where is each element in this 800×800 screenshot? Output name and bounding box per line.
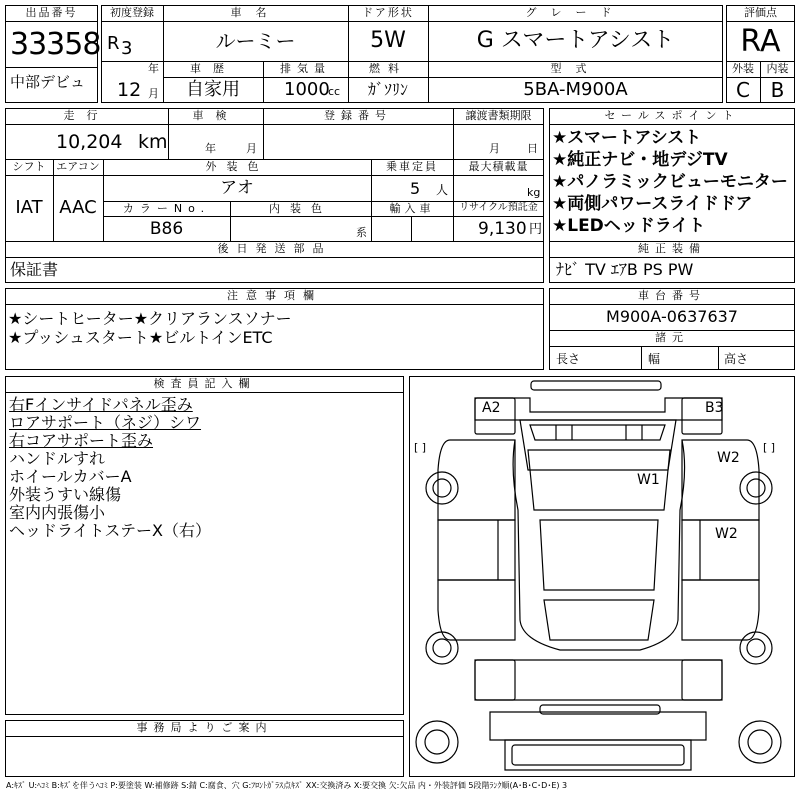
displacement-label: 排気量 [280,62,331,75]
dim-width: 幅 [648,352,661,366]
int-color-label: 内装色 [269,202,332,215]
history-label: 車歴 [190,62,236,75]
shift: IAT [15,197,43,218]
interior-grade: B [770,78,785,102]
inspector-line: 外装うすい線傷 [9,485,122,504]
damage-diagram-frame [409,376,795,777]
displacement: 1000 [284,79,330,100]
fuel-label: 燃料 [369,62,407,75]
inspector-line: ホイールカバーA [9,467,132,486]
dim-length: 長さ [556,352,581,366]
transfer-day-unit: 日 [527,142,538,155]
chassis-number: M900A-0637637 [606,307,738,326]
sales-point: ★スマートアシスト [552,128,702,148]
inspection-month-unit: 月 [246,142,257,155]
era: R [107,33,120,54]
exterior-grade: C [736,78,750,102]
genuine-equipment: ﾅﾋﾞ TV ｴｱB PS PW [556,260,694,279]
mark-w2-top: W2 [717,450,740,466]
inspection-year-unit: 年 [205,142,216,155]
lot-number: 33358 [10,27,101,62]
color-no-label: カラーNo. [122,202,211,215]
mileage-label: 走行 [63,109,110,122]
mileage-unit: km [138,131,168,153]
mark-w2-mid: W2 [715,526,738,542]
car-name-label: 車名 [230,6,281,19]
dim-height: 高さ [724,352,749,366]
notes-label: 注意事項欄 [227,289,322,302]
import-label: 輸入車 [389,202,435,215]
note-line: ★プッシュスタート★ビルトインETC [8,328,273,347]
ext-color: アオ [220,178,254,198]
mark-a2: A2 [482,400,501,416]
grade-label: グレード [525,6,626,19]
model-code: 5BA-M900A [523,79,628,100]
door-label: ドア形状 [362,6,414,19]
max-load-label: 最大積載量 [468,160,529,173]
sales-point: ★両側パワースライドドア [552,194,753,214]
displacement-unit: cc [328,85,341,98]
history: 自家用 [186,79,240,100]
later-parts-label: 後日発送部品 [217,242,332,255]
fuel: ｶﾞｿﾘﾝ [367,80,408,99]
inspector-line: 室内内張傷小 [9,503,106,522]
model-code-label: 型式 [550,62,601,75]
rating-label: 評価点 [744,6,777,19]
grade: G スマートアシスト [476,28,675,53]
door-type: 5W [370,28,406,53]
transfer-month-unit: 月 [489,142,500,155]
capacity-label: 乗車定員 [386,160,438,173]
chassis-label: 車台番号 [638,289,706,302]
bracket-left: [ ] [414,441,427,454]
reg-number-label: 登録番号 [324,109,392,122]
mileage: 10,204 [56,131,123,153]
capacity: 5 [410,179,421,198]
inspector-line: ヘッドライトステーX（右） [9,521,212,540]
max-load-unit: kg [527,186,541,199]
recycle-amount: 9,130 [478,219,527,239]
ac-label: エアコン [56,160,100,173]
mark-b3: B3 [705,400,724,416]
recycle-label: リサイクル預託金 [459,202,538,213]
year-unit: 年 [148,62,159,75]
legend: A:ｷｽﾞ U:ﾍｺﾐ B:ｷｽﾞを伴うﾍｺﾐ P:要塗装 W:補修跡 S:錆 C:腐食、穴 G:ﾌﾛﾝﾄｶﾞﾗｽ点ｷｽﾞ XX:交換済み X:要交換 欠:欠品 内・外装評価 5段階ﾗﾝｸ順(A･B･C･D･E) 3 [6,781,568,790]
ac: AAC [59,197,97,218]
genuine-equipment-label: 純正装備 [638,242,706,255]
office-label: 事務局よりご案内 [136,721,273,734]
overall-rating: RA [740,24,781,59]
later-parts: 保証書 [10,260,59,279]
transfer-label: 譲渡書類期限 [465,109,532,122]
first-reg-month: 12 [117,79,142,101]
month-unit: 月 [148,87,159,100]
shift-label: シフト [12,160,46,173]
first-reg-label: 初度登録 [110,6,154,19]
capacity-unit: 人 [436,183,449,197]
int-color-unit: 系 [356,226,367,239]
bracket-right: [ ] [763,441,776,454]
chubu-debut: 中部デビュ [10,73,86,91]
inspector-line: 右Fインサイドパネル歪み [9,395,193,414]
recycle-unit: 円 [529,222,543,237]
inspector-label: 検査員記入欄 [153,377,256,390]
inspection-label: 車検 [192,109,239,122]
sales-points-label: セールスポイント [604,109,740,122]
car-name: ルーミー [215,29,296,53]
inspector-line: 右コアサポート歪み [9,431,154,450]
sales-point: ★パノラミックビューモニター [552,172,788,192]
sales-point: ★LEDヘッドライト [552,216,706,236]
note-line: ★シートヒーター★クリアランスソナー [8,309,292,328]
color-no: B86 [149,219,184,239]
exterior-label: 外装 [732,62,754,75]
ext-color-label: 外装色 [205,160,269,173]
sales-point: ★純正ナビ・地デジTV [552,150,728,170]
first-reg-year: 3 [121,38,133,59]
interior-label: 内装 [766,62,789,75]
inspector-line: ロアサポート（ネジ）シワ [9,413,202,432]
mark-w1: W1 [637,472,660,488]
lot-label: 出品番号 [25,6,78,19]
inspector-line: ハンドルすれ [9,449,106,468]
dimensions-label: 諸元 [655,331,689,344]
